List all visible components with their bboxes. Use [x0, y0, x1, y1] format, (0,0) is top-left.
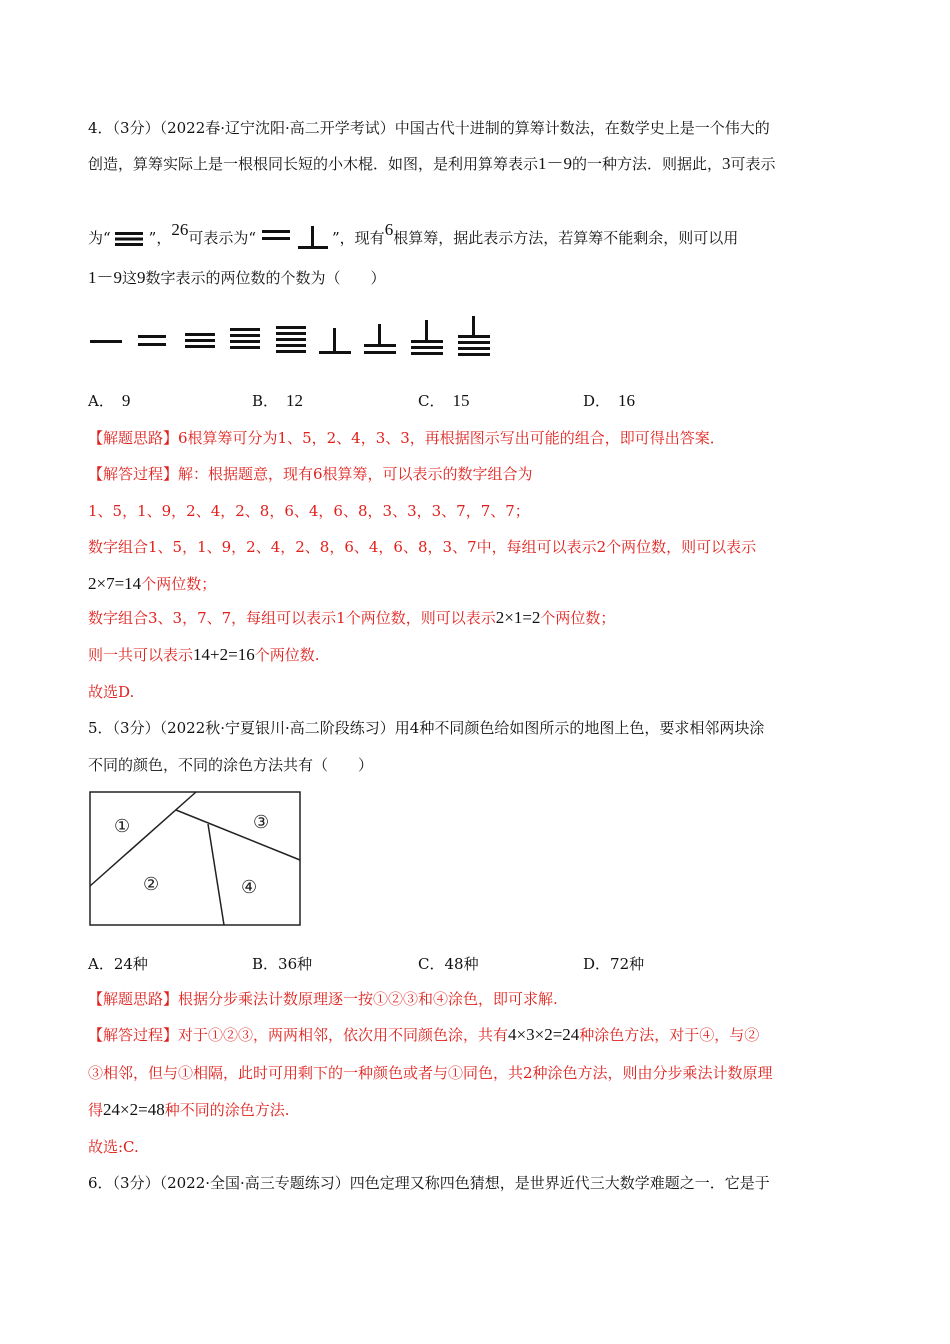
q5-text: 5．（3分）（2022秋·宁夏银川·高二阶段练习）用4种不同颜色给如图所示的地图上色，要求相邻两块涂	[88, 719, 765, 737]
q5-math: 4×3×2=24	[508, 1025, 580, 1044]
q4-answer	[88, 682, 134, 702]
rod-1	[90, 340, 122, 343]
q4-proc-3	[88, 537, 756, 557]
q4-proc-text: 数字组合1、5，1、9，2、4，2、8，6、4，6、8，3、7中，每组可以表示2个两位数，则可以表示	[88, 538, 757, 556]
counting-rod-3-icon	[113, 231, 147, 247]
option-value: 15	[452, 391, 470, 410]
option-value: 72种	[610, 955, 645, 973]
q5-line-1	[88, 718, 764, 738]
map-region-2: ②	[143, 874, 160, 895]
map-figure	[88, 790, 304, 928]
q4-line-1	[88, 118, 770, 138]
q4-math: 1－9	[538, 154, 573, 173]
option-label: A．	[88, 955, 114, 973]
q5-option-b	[252, 954, 312, 974]
q4-text: 这	[122, 269, 138, 287]
option-value: 36种	[278, 955, 313, 973]
q5-proc-text: ③相邻，但与①相隔，此时可用剩下的一种颜色或者与①同色，共2种涂色方法，则由分步乘法计数原理	[88, 1064, 773, 1082]
q4-option-d	[583, 391, 635, 411]
q4-text: 为“	[88, 229, 111, 247]
q4-text: 创造，算筹实际上是一根根同长短的小木棍．如图，是利用算筹表示	[88, 155, 539, 173]
q4-proc-5	[88, 608, 615, 628]
counting-rod-26-icon	[258, 226, 330, 252]
q4-math: 26	[171, 220, 189, 239]
option-label: B．	[252, 955, 279, 973]
q4-option-a	[88, 391, 130, 411]
q4-math: 6	[384, 220, 394, 239]
q6-text: 6．（3分）（2022·全国·高三专题练习）四色定理又称四色猜想，是世界近代三大数学难题之一．它是于	[88, 1174, 770, 1192]
q5-proc-text: 得	[88, 1101, 104, 1119]
option-label: A．	[88, 392, 114, 410]
q6-line-1	[88, 1173, 770, 1193]
option-label: C．	[418, 392, 445, 410]
q4-proc-1	[88, 464, 533, 484]
q4-math: 3	[722, 154, 731, 173]
q5-answer-text: 故选:C.	[88, 1138, 139, 1156]
counting-rods-figure	[88, 316, 498, 364]
rod-6	[319, 328, 351, 354]
rod-3	[185, 333, 215, 348]
q4-answer-text: 故选D.	[88, 683, 135, 701]
q5-proc-2	[88, 1063, 773, 1083]
q4-proc-text: 【解答过程】解：根据题意，现有6根算筹，可以表示的数字组合为	[88, 465, 533, 483]
option-value: 9	[121, 391, 131, 410]
q5-proc-3	[88, 1100, 289, 1120]
option-value: 12	[286, 391, 304, 410]
rod-5	[276, 326, 306, 353]
q4-math: 2×1=2	[495, 608, 541, 627]
option-value: 24种	[113, 955, 148, 973]
q4-proc-2	[88, 501, 530, 521]
q5-proc-text: 种不同的涂色方法.	[164, 1101, 290, 1119]
option-label: D．	[583, 392, 611, 410]
q5-idea	[88, 989, 558, 1009]
q5-math: 24×2=48	[103, 1100, 165, 1119]
q4-text: 可表示为“	[188, 229, 257, 247]
q4-proc-text: 个两位数；	[141, 575, 217, 593]
rod-7	[364, 324, 396, 354]
q4-option-c	[418, 391, 469, 411]
q4-text: 可表示	[730, 155, 776, 173]
q4-text: 的一种方法．则据此，	[572, 155, 723, 173]
q4-line-2	[88, 154, 776, 174]
q5-line-2	[88, 755, 373, 775]
option-label: C．	[418, 955, 445, 973]
q4-line-4	[88, 268, 386, 288]
q5-option-d	[583, 954, 644, 974]
q4-idea	[88, 428, 725, 448]
option-value: 16	[618, 391, 636, 410]
option-value: 48种	[444, 955, 479, 973]
option-label: B．	[252, 392, 279, 410]
map-region-1: ①	[114, 816, 131, 837]
q5-text: 不同的颜色，不同的涂色方法共有（ ）	[88, 756, 374, 774]
q5-proc-text: 【解答过程】对于①②③，两两相邻，依次用不同颜色涂，共有	[88, 1026, 509, 1044]
map-region-3: ③	[253, 812, 270, 833]
rod-9	[458, 316, 490, 356]
q4-math: 1－9	[88, 268, 122, 287]
rod-2	[138, 335, 166, 346]
q5-option-a	[88, 954, 148, 974]
rod-8	[411, 320, 443, 355]
q4-proc-text: 个两位数；	[540, 609, 616, 627]
q4-text: 4．（3分）（2022春·辽宁沈阳·高二开学考试）中国古代十进制的算筹计数法，在数学史上是一个伟大的	[88, 119, 770, 137]
q4-text: 根算筹，据此表示方法，若算筹不能剩余，则可以用	[393, 229, 739, 247]
q4-idea-text: 【解题思路】6根算筹可分为1、5，2、4，3、3，再根据图示写出可能的组合，即可得出答案．	[88, 429, 725, 447]
q4-proc-6	[88, 645, 319, 665]
q4-math: 14+2=16	[193, 645, 255, 664]
q5-idea-text: 【解题思路】根据分步乘法计数原理逐一按①②③和④涂色，即可求解.	[88, 990, 558, 1008]
q4-text: ”，现有	[332, 229, 385, 247]
q4-line-3	[88, 220, 739, 252]
q4-math: 9	[137, 268, 146, 287]
q5-proc-1	[88, 1025, 759, 1045]
q4-proc-text: 则一共可以表示	[88, 646, 194, 664]
rod-4	[230, 328, 260, 349]
q4-option-b	[252, 391, 303, 411]
option-label: D．	[583, 955, 611, 973]
q5-proc-text: 种涂色方法，对于④，与②	[579, 1026, 760, 1044]
q4-math: 2×7=14	[88, 574, 142, 593]
q4-proc-text: 数字组合3、3，7、7，每组可以表示1个两位数，则可以表示	[88, 609, 496, 627]
q4-proc-text: 1、5，1、9，2、4，2、8，6、4，6、8，3、3，3、7，7、7；	[88, 502, 530, 520]
q4-proc-text: 个两位数.	[254, 646, 320, 664]
q5-answer	[88, 1137, 139, 1157]
q5-option-c	[418, 954, 479, 974]
q4-proc-4	[88, 574, 216, 594]
q4-text: ”，	[148, 229, 172, 247]
q4-text: 数字表示的两位数的个数为（ ）	[145, 269, 386, 287]
map-region-4: ④	[241, 877, 258, 898]
